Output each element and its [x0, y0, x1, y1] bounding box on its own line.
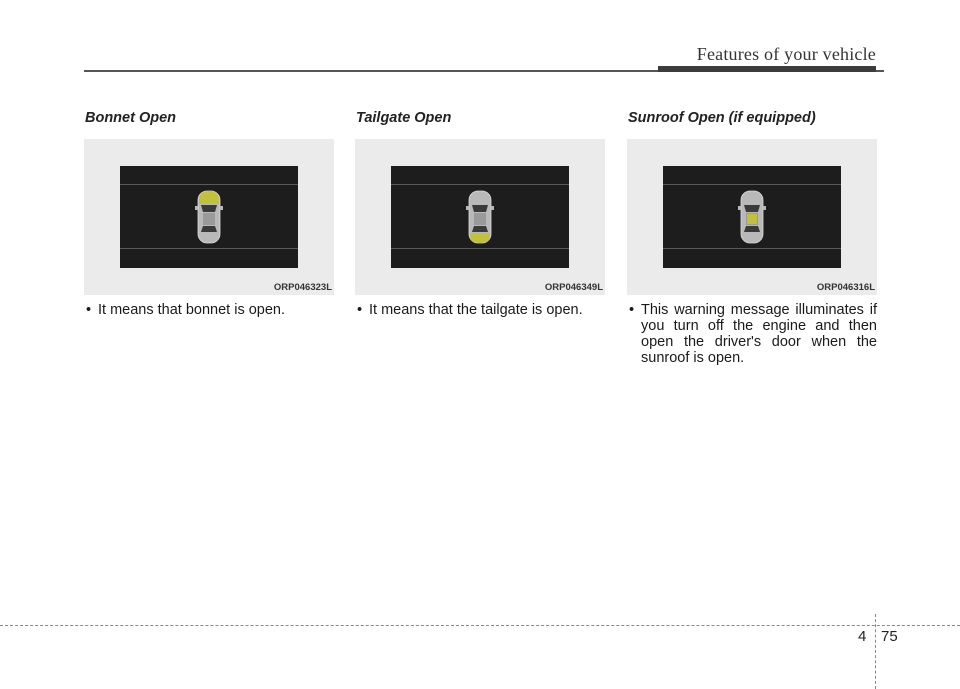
chapter-number: 4 — [858, 628, 867, 645]
bullet-text: It means that the tailgate is open. — [369, 302, 583, 318]
bullet-text: It means that bonnet is open. — [98, 302, 286, 318]
bullet-dot: • — [357, 302, 363, 318]
cluster-display — [120, 166, 298, 268]
section-title: Bonnet Open — [85, 110, 177, 126]
cluster-figure — [627, 139, 877, 295]
section-sunroof-open — [627, 110, 877, 366]
section-bonnet-open — [84, 110, 334, 318]
bullet-item — [355, 302, 605, 318]
figure-code: ORP046349L — [544, 282, 603, 293]
bullet-item — [627, 302, 877, 366]
cluster-figure — [84, 139, 334, 295]
bullet-dot: • — [629, 302, 635, 318]
sunroof-highlight — [747, 214, 757, 224]
bonnet-highlight — [199, 191, 219, 204]
figure-code: ORP046323L — [273, 282, 332, 293]
bullet-dot: • — [86, 302, 92, 318]
bullet-text: This warning message illuminates if you turn off the engine and then open the driver's door when the sunroof is open. — [641, 302, 877, 366]
car-top-view-icon — [391, 166, 569, 268]
cluster-display — [663, 166, 841, 268]
section-tailgate-open — [355, 110, 605, 318]
car-top-view-icon — [663, 166, 841, 268]
section-title: Sunroof Open (if equipped) — [628, 110, 816, 126]
figure-code: ORP046316L — [816, 282, 875, 293]
page-number: 75 — [881, 628, 898, 645]
cluster-display — [391, 166, 569, 268]
header-rule-accent — [658, 66, 876, 72]
cluster-figure — [355, 139, 605, 295]
footer-rule — [0, 625, 960, 626]
running-header-title: Features of your vehicle — [696, 44, 876, 64]
car-top-view-icon — [120, 166, 298, 268]
footer-divider — [875, 614, 876, 689]
bullet-item — [84, 302, 334, 318]
section-title: Tailgate Open — [356, 110, 452, 126]
